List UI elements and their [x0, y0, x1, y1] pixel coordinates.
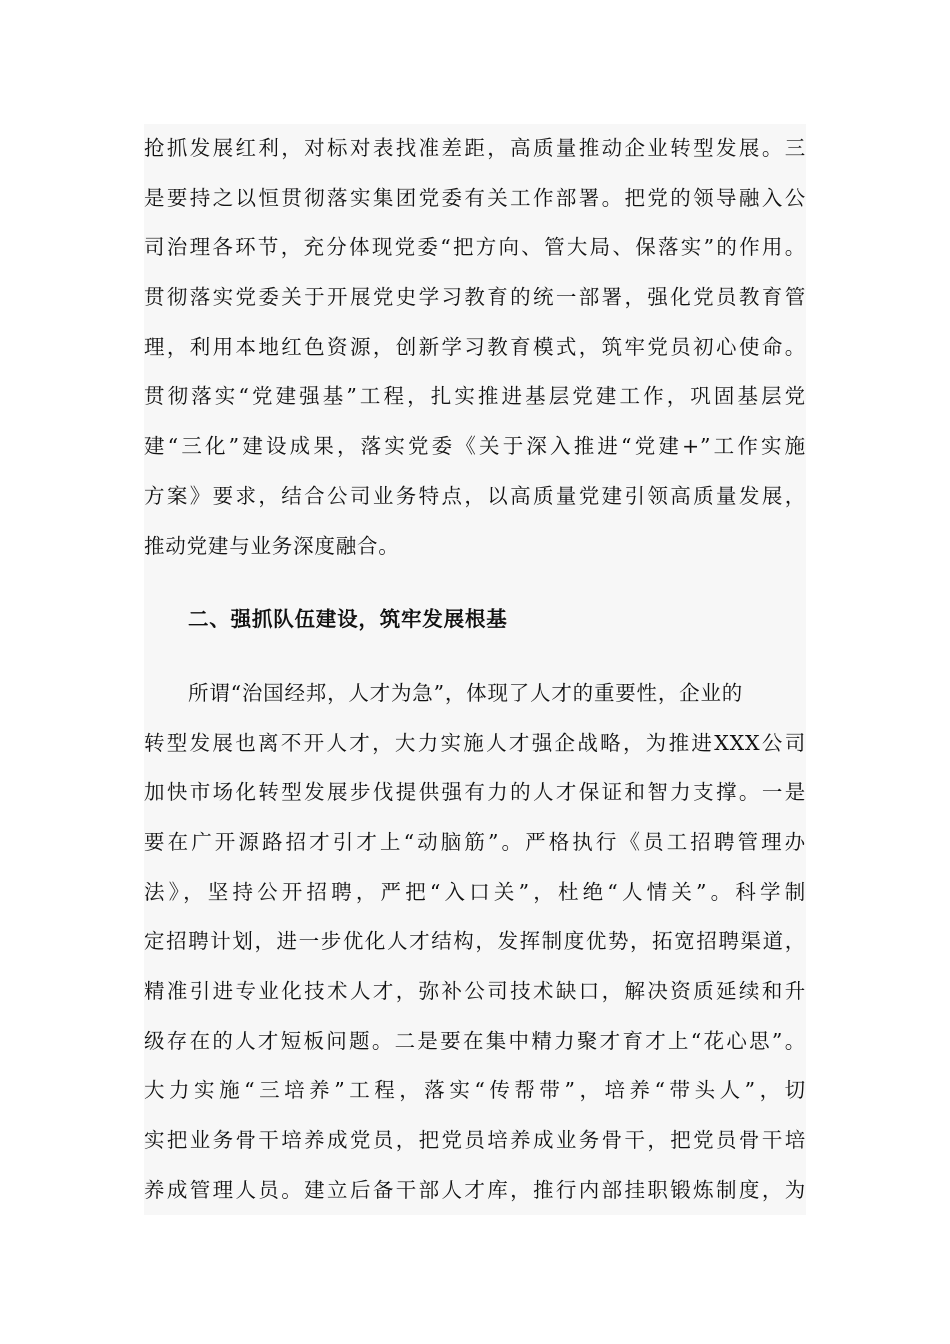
- paragraph-line: 级存在的人才短板问题。二是要在集中精力聚才育才上“花心思”。: [144, 1028, 806, 1053]
- paragraph-line: 所谓“治国经邦，人才为急”，体现了人才的重要性，企业的: [188, 680, 744, 705]
- paragraph-line: 定招聘计划，进一步优化人才结构，发挥制度优势，拓宽招聘渠道，: [144, 929, 806, 954]
- paragraph-line: 是要持之以恒贯彻落实集团党委有关工作部署。把党的领导融入公: [144, 185, 806, 210]
- paragraph-line: 抢抓发展红利，对标对表找准差距，高质量推动企业转型发展。三: [144, 136, 806, 160]
- paragraph-1: [144, 124, 806, 571]
- paragraph-line: 理，利用本地红色资源，创新学习教育模式，筑牢党员初心使命。: [144, 334, 806, 359]
- paragraph-line: 贯彻落实党委关于开展党史学习教育的统一部署，强化党员教育管: [144, 285, 806, 310]
- paragraph-2: [144, 669, 806, 1216]
- paragraph-line: 贯彻落实“党建强基”工程，扎实推进基层党建工作，巩固基层党: [144, 384, 806, 409]
- paragraph-line: 精准引进专业化技术人才，弥补公司技术缺口，解决资质延续和升: [144, 979, 806, 1003]
- paragraph-line: 推动党建与业务深度融合。: [144, 533, 400, 558]
- paragraph-line: 要在广开源路招才引才上“动脑筋”。严格执行《员工招聘管理办: [144, 829, 806, 854]
- paragraph-line: 转型发展也离不开人才，大力实施人才强企战略，为推进XXX公司: [144, 730, 806, 755]
- paragraph-line: 法》，坚持公开招聘，严把“入口关”，杜绝“人情关”。科学制: [144, 879, 806, 904]
- paragraph-line: 建“三化”建设成果，落实党委《关于深入推进“党建+”工作实施: [144, 434, 806, 459]
- paragraph-line: 养成管理人员。建立后备干部人才库，推行内部挂职锻炼制度，为: [144, 1177, 806, 1202]
- paragraph-line: 加快市场化转型发展步伐提供强有力的人才保证和智力支撑。一是: [144, 780, 806, 805]
- section-heading: 二、强抓队伍建设，筑牢发展根基: [188, 607, 508, 632]
- document-body: [144, 124, 806, 1215]
- paragraph-line: 方案》要求，结合公司业务特点，以高质量党建引领高质量发展，: [144, 483, 806, 508]
- paragraph-line: 司治理各环节，充分体现党委“把方向、管大局、保落实”的作用。: [144, 235, 806, 260]
- paragraph-line: 大力实施“三培养”工程，落实“传帮带”，培养“带头人”，切: [144, 1078, 806, 1103]
- paragraph-line: 实把业务骨干培养成党员，把党员培养成业务骨干，把党员骨干培: [144, 1128, 806, 1153]
